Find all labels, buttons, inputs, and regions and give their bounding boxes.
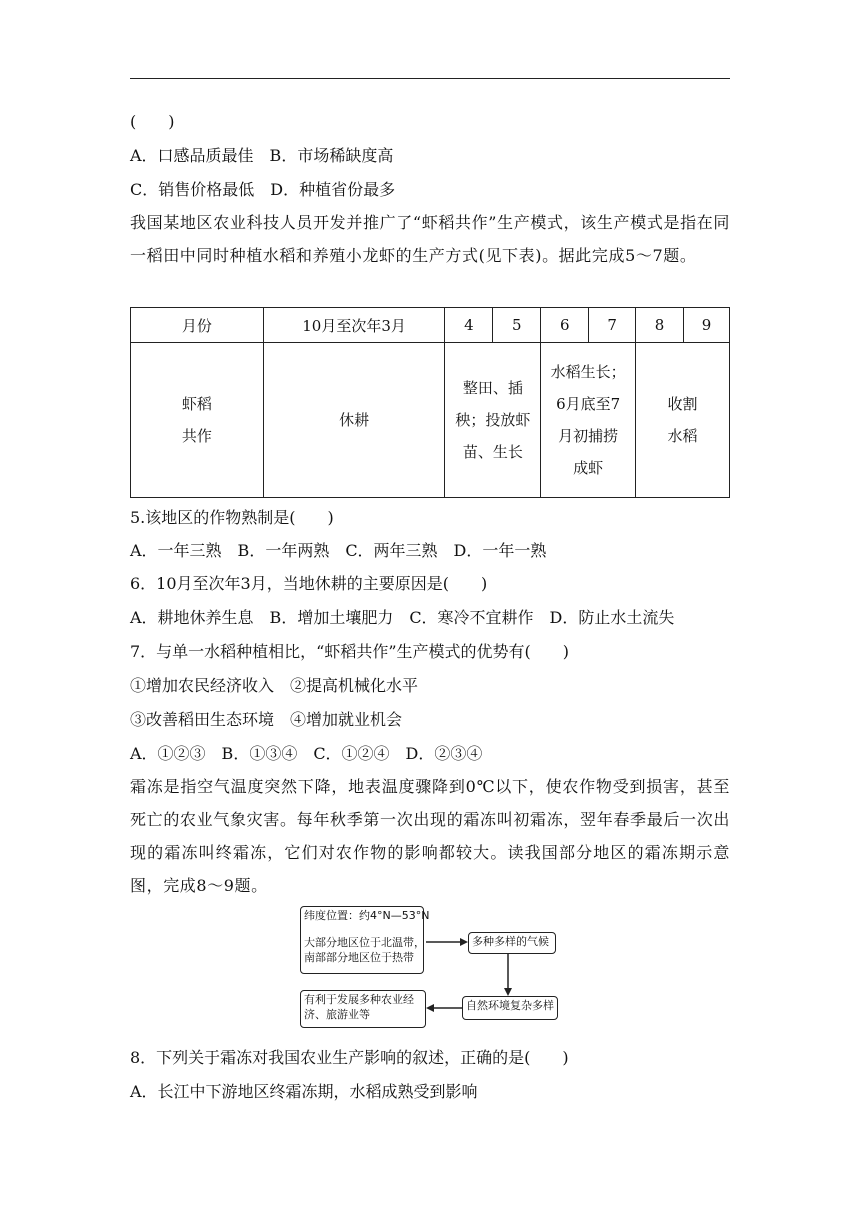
row-label-line: 虾稻 [181, 395, 212, 413]
zone-label-line: 南部部分地区位于热带 [304, 951, 414, 964]
benefit-label-line: 济、旅游业等 [304, 1008, 370, 1021]
q4-options-row1: A．口感品质最佳 B．市场稀缺度高 [130, 146, 394, 165]
zone-label-line: 大部分地区位于北温带， [304, 936, 425, 949]
climate-label: 多种多样的气候 [472, 935, 549, 948]
cell-line: 成虾 [573, 459, 604, 477]
q5-stem: 5.该地区的作物熟制是( ) [130, 508, 334, 527]
latitude-label: 纬度位置：约4°N—53°N [304, 909, 430, 922]
q8-stem: 8．下列关于霜冻对我国农业生产影响的叙述，正确的是( ) [130, 1048, 569, 1067]
june-july-cell [541, 343, 636, 498]
intro-shrimp-paragraph: 我国某地区农业科技人员开发并推广了“虾稻共作”生产模式，该生产模式是指在同一稻田中同时种植水稻和养殖小龙虾的生产方式(见下表)。据此完成5～7题。 [130, 213, 730, 265]
header-cell: 9 [684, 308, 730, 343]
q4-options-row2: C．销售价格最低 D．种植省份最多 [130, 180, 396, 199]
header-cell: 10月至次年3月 [263, 308, 445, 343]
header-cell: 5 [493, 308, 541, 343]
q7-items-row2: ③改善稻田生态环境 ④增加就业机会 [130, 710, 403, 729]
aug-sep-cell [636, 343, 730, 498]
cell-line: 水稻生长； [550, 363, 626, 381]
fallow-cell: 休耕 [263, 343, 445, 498]
environment-label: 自然环境复杂多样 [466, 999, 554, 1012]
q6-options: A．耕地休养生息 B．增加土壤肥力 C．寒冷不宜耕作 D．防止水土流失 [130, 608, 675, 627]
q7-stem: 7．与单一水稻种植相比，“虾稻共作”生产模式的优势有( ) [130, 642, 570, 661]
environment-box [462, 996, 558, 1020]
q5-options: A．一年三熟 B．一年两熟 C．两年三熟 D．一年一熟 [130, 541, 547, 560]
benefit-label-line: 有利于发展多种农业经 [304, 993, 414, 1006]
april-may-cell [445, 343, 541, 498]
header-cell: 8 [636, 308, 684, 343]
cell-line: 6月底至7 [556, 395, 621, 413]
q4-bracket: ( ) [130, 112, 175, 131]
header-cell: 6 [541, 308, 589, 343]
row-label-line: 共作 [181, 427, 212, 445]
q7-items-row1: ①增加农民经济收入 ②提高机械化水平 [130, 676, 419, 695]
cell-line: 收割 [667, 395, 698, 413]
row-label-cell [131, 343, 264, 498]
header-cell: 月份 [131, 308, 264, 343]
table-row [131, 343, 730, 498]
q6-stem: 6．10月至次年3月，当地休耕的主要原因是( ) [130, 574, 488, 593]
cell-line: 水稻 [667, 427, 698, 445]
table-header-row [131, 308, 730, 343]
benefit-box [300, 990, 426, 1028]
intro-frost-paragraph: 霜冻是指空气温度突然下降，地表温度骤降到0℃以下，使农作物受到损害，甚至死亡的农业气象灾害。每年秋季第一次出现的霜冻叫初霜冻，翌年春季最后一次出现的霜冻叫终霜冻，它们对农作物的影响都较大。读我国部分地区的霜冻期示意图，完成8～9题。 [130, 777, 730, 895]
cell-line: 秧；投放虾 [455, 411, 531, 429]
latitude-zone-box [300, 906, 430, 974]
cell-line: 苗、生长 [462, 443, 523, 461]
header-rule [130, 78, 730, 79]
cell-line: 月初捕捞 [558, 427, 619, 445]
header-cell: 4 [445, 308, 493, 343]
q8-option-a: A．长江中下游地区终霜冻期，水稻成熟受到影响 [130, 1082, 478, 1101]
geography-flow-diagram [300, 906, 560, 1032]
shrimp-rice-table [130, 307, 730, 498]
cell-line: 整田、插 [462, 379, 523, 397]
q7-options: A．①②③ B．①③④ C．①②④ D．②③④ [130, 744, 483, 763]
header-cell: 7 [589, 308, 636, 343]
climate-box [468, 932, 556, 954]
